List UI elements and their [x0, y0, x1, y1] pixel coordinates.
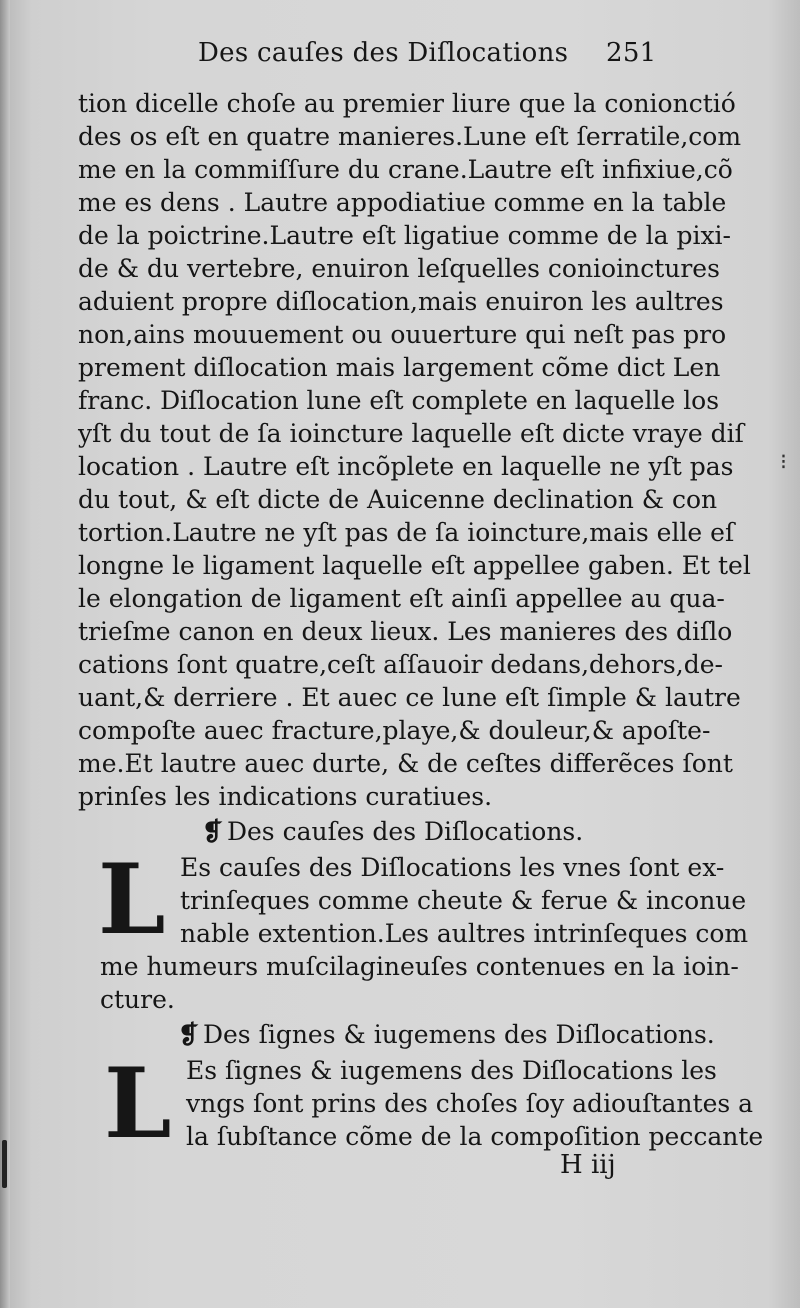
drop-cap-initial: L [104, 1047, 172, 1160]
body-line: cations ſont quatre,ceſt aſſauoir dedans,dehors,de- [78, 650, 723, 679]
body-line: trieſme canon en deux lieux. Les manieres des diſlo [78, 617, 733, 646]
body-line: compoſte auec fracture,playe,& douleur,& apoſte- [78, 716, 711, 745]
section-heading-text: Des ſignes & iugemens des Diſlocations. [202, 1020, 715, 1049]
section-heading-signs [178, 1018, 715, 1052]
ink-speck: ⁝ [780, 450, 787, 475]
body-line: Es cauſes des Diſlocations les vnes ſont ex- [180, 853, 725, 882]
page-number: 251 [606, 38, 657, 68]
body-line: me humeurs muſcilagineuſes contenues en la ioin- [100, 952, 739, 981]
body-line: non,ains mouuement ou ouuerture qui neſt pas pro [78, 320, 727, 349]
body-line: longne le ligament laquelle eſt appellee gaben. Et tel [78, 551, 751, 580]
body-line: de & du vertebre, enuiron leſquelles conioinctures [78, 254, 720, 283]
body-line: me.Et lautre auec durte, & de ceſtes differẽces ſont [78, 749, 733, 778]
body-line: franc. Diſlocation lune eſt complete en laquelle los [78, 386, 720, 415]
binding-mark [2, 1140, 7, 1188]
running-title: Des cauſes des Diſlocations [198, 38, 569, 68]
body-line: location . Lautre eſt incõplete en laquelle ne yſt pas [78, 452, 734, 481]
body-line: Es ſignes & iugemens des Diſlocations les [186, 1056, 717, 1085]
signature-mark: H iij [560, 1150, 616, 1180]
body-line: tion dicelle choſe au premier liure que la conionctió [78, 89, 736, 118]
body-line: de la poictrine.Lautre eſt ligatiue comme de la pixi- [78, 221, 731, 250]
body-line: la ſubſtance cõme de la compoſition peccante [186, 1122, 764, 1151]
body-line: prinſes les indications curatiues. [78, 782, 493, 811]
section-heading-text: Des cauſes des Diſlocations. [226, 817, 584, 846]
page-edge-shadow [0, 0, 10, 1308]
drop-cap-initial: L [98, 843, 166, 956]
body-line: des os eſt en quatre manieres.Lune eſt ſerratile,com [78, 122, 742, 151]
body-line: yſt du tout de ſa ioincture laquelle eſt dicte vraye diſ [78, 419, 744, 448]
body-line: nable extention.Les aultres intrinſeques com [180, 919, 749, 948]
body-line: vngs ſont prins des choſes ſoy adiouſtantes a [186, 1089, 754, 1118]
body-line: cture. [100, 985, 175, 1014]
body-line: me es dens . Lautre appodiatiue comme en la table [78, 188, 727, 217]
body-line: me en la commiſſure du crane.Lautre eſt infixiue,cõ [78, 155, 733, 184]
body-line: prement diſlocation mais largement cõme dict Len [78, 353, 721, 382]
pilcrow-mark: ❡ [178, 1020, 199, 1049]
body-line: trinſeques comme cheute & ferue & inconue [180, 886, 747, 915]
body-line: aduient propre diſlocation,mais enuiron les aultres [78, 287, 724, 316]
section-heading-causes [202, 815, 583, 849]
pilcrow-mark: ❡ [202, 817, 223, 846]
body-line: uant,& derriere . Et auec ce lune eſt ſimple & lautre [78, 683, 741, 712]
body-line: du tout, & eſt dicte de Auicenne declination & con [78, 485, 718, 514]
running-header [198, 38, 658, 78]
body-line: le elongation de ligament eſt ainſi appellee au qua- [78, 584, 725, 613]
body-line: tortion.Lautre ne yſt pas de ſa ioincture,mais elle eſ [78, 518, 735, 547]
